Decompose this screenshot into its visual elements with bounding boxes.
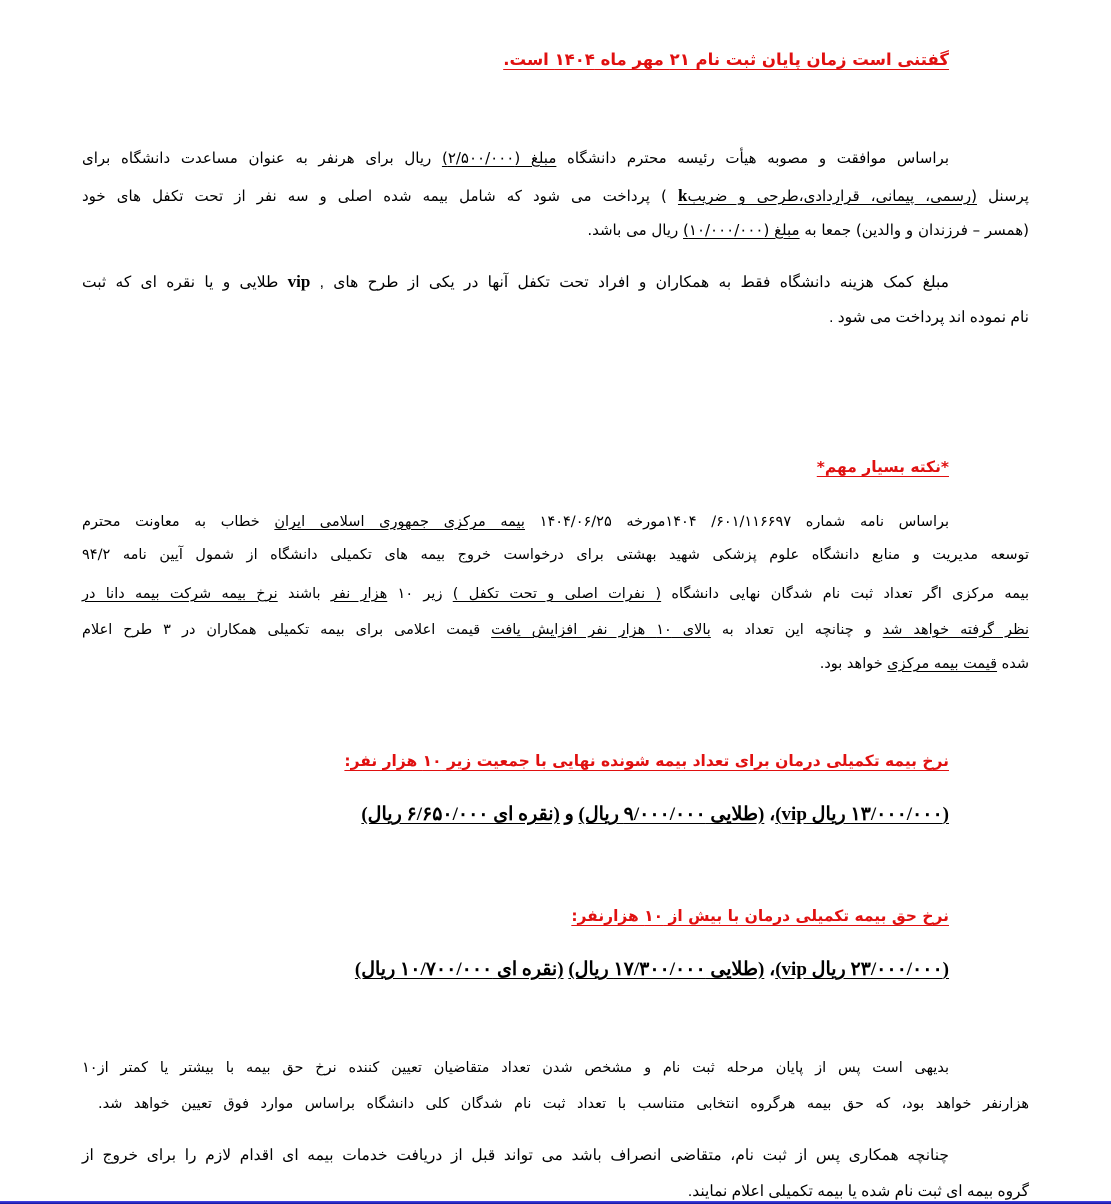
text-segment: ریال برای هرنفر به عنوان مساعدت دانشگاه برای (82, 149, 442, 167)
final-rate-determination-line-2: هزارنفر خواهد بود، که حق بیمه هرگروه انتخابی متناسب با تعداد ثبت نام شدگان کلی دانشگاه براساس موارد فوق تعیین خواهد شد. (98, 1096, 1029, 1112)
eligibility-line-2: نام نموده اند پرداخت می شود . (829, 309, 1029, 326)
registration-deadline-notice: گفتنی است زمان پایان ثبت نام ۲۱ مهر ماه ۱۴۰۴ است. (503, 50, 949, 69)
personnel-types (678, 187, 977, 205)
rates-under-10k (361, 803, 949, 826)
central-insurance-line-1 (82, 512, 949, 532)
text-segment: ریال می باشد. (587, 221, 684, 239)
underlined-segment: نظر گرفته خواهد شد (882, 622, 1029, 638)
text-segment: مبلغ کمک هزینه دانشگاه فقط به همکاران و افراد تحت تکفل آنها در یکی از طرح های , (310, 274, 949, 291)
gold-rate-over: (طلایی ۱۷/۳۰۰/۰۰۰ ریال) (568, 959, 765, 980)
university-contribution-line-3 (82, 220, 1029, 240)
vip-rate-over: (۲۳/۰۰۰/۰۰۰ ریال vip) (775, 959, 949, 980)
silver-rate-over: (نقره ای ۱۰/۷۰۰/۰۰۰ ریال) (354, 959, 564, 980)
underlined-segment: هزار نفر (330, 586, 388, 602)
text-segment: پرسنل (977, 187, 1029, 205)
text-segment: براساس موافقت و مصوبه هیأت رئیسه محترم دانشگاه (556, 149, 949, 167)
underlined-segment: بالای ۱۰ هزار نفر افزایش یافت (491, 622, 711, 638)
text-segment: (همسر – فرزندان و والدین) جمعا به (799, 221, 1029, 239)
text-segment: ) پرداخت می شود که شامل بیمه شده اصلی و سه نفر از تحت تکفل های خود (82, 187, 678, 205)
text-segment: باشند (277, 586, 331, 602)
text-segment: (رسمی، پیمانی، قراردادی،طرحی و ضریب (687, 187, 977, 205)
text-segment: خطاب به معاونت محترم (82, 514, 275, 530)
withdrawal-line-1: چنانچه همکاری پس از ثبت نام، متقاضی انصراف باشد می تواند قبل از دریافت خدمات بیمه ای اقدام لازم را برای خروج از (82, 1147, 949, 1164)
withdrawal-line-2: گروه بیمه ای ثبت نام شده یا بیمه تکمیلی اعلام نمایند. (687, 1183, 1029, 1200)
contribution-total-amount: مبلغ (۱۰/۰۰۰/۰۰۰) (683, 221, 800, 239)
rates-under-10k-heading: نرخ بیمه تکمیلی درمان برای تعداد بیمه شونده نهایی با جمعیت زیر ۱۰ هزار نفر: (344, 752, 949, 770)
vip-rate-under: (۱۳/۰۰۰/۰۰۰ ریال vip) (775, 804, 949, 825)
underlined-segment: ( نفرات اصلی و تحت تکفل ) (452, 586, 662, 602)
text-segment: و چنانچه این تعداد به (710, 622, 883, 638)
text-segment: بیمه مرکزی اگر تعداد ثبت نام شدگان نهایی دانشگاه (661, 586, 1029, 602)
text-segment: طلایی و یا نقره ای که ثبت (82, 274, 288, 291)
coefficient-k: k (677, 186, 688, 205)
university-contribution-line-2 (82, 186, 1029, 206)
text-segment: قیمت اعلامی برای بیمه تکمیلی همکاران در ۳ طرح اعلام (82, 622, 492, 638)
rates-over-10k (355, 958, 949, 981)
central-insurance-name: بیمه مرکزی جمهوری اسلامی ایران (274, 514, 525, 530)
text-segment: شده (997, 656, 1029, 672)
final-rate-determination-line-1: بدیهی است پس از پایان مرحله ثبت نام و مشخص شدن تعداد متقاضیان تعیین کننده نرخ حق بیمه با بیشتر یا کمتر از۱۰ (82, 1060, 949, 1076)
vip-plan-label: vip (287, 272, 311, 291)
central-insurance-line-2: توسعه مدیریت و منابع دانشگاه علوم پزشکی شهید بهشتی برای درخواست خروج بیمه های تکمیلی دانشگاه از شمول آیین نامه ۹۴/۲ (82, 547, 1029, 563)
text-segment: زیر ۱۰ (387, 586, 453, 602)
text-segment: خواهد بود. (819, 656, 888, 672)
gold-rate-under: (طلایی ۹/۰۰۰/۰۰۰ ریال) (578, 804, 765, 825)
text-segment: براساس نامه شماره ۶۰۱/۱۱۶۶۹۷/ ۱۴۰۴مورخه ۱۴۰۴/۰۶/۲۵ (524, 514, 950, 530)
central-insurance-line-3 (82, 584, 1029, 604)
silver-rate-under: (نقره ای ۶/۶۵۰/۰۰۰ ریال) (361, 804, 560, 825)
separator: و (559, 804, 579, 825)
separator: ، (764, 959, 776, 980)
important-note-heading: *نکته بسیار مهم* (816, 458, 949, 476)
underlined-segment: قیمت بیمه مرکزی (887, 656, 998, 672)
eligibility-line-1 (82, 272, 949, 293)
central-insurance-line-5 (82, 654, 1029, 674)
rates-over-10k-heading: نرخ حق بیمه تکمیلی درمان با بیش از ۱۰ هزارنفر: (571, 907, 949, 925)
contribution-amount-per-person: مبلغ (۲/۵۰۰/۰۰۰) (441, 149, 557, 167)
separator: ، (764, 804, 776, 825)
university-contribution-line-1 (82, 148, 949, 168)
underlined-segment: نرخ بیمه شرکت بیمه دانا در (82, 586, 278, 602)
central-insurance-line-4 (82, 620, 1029, 640)
